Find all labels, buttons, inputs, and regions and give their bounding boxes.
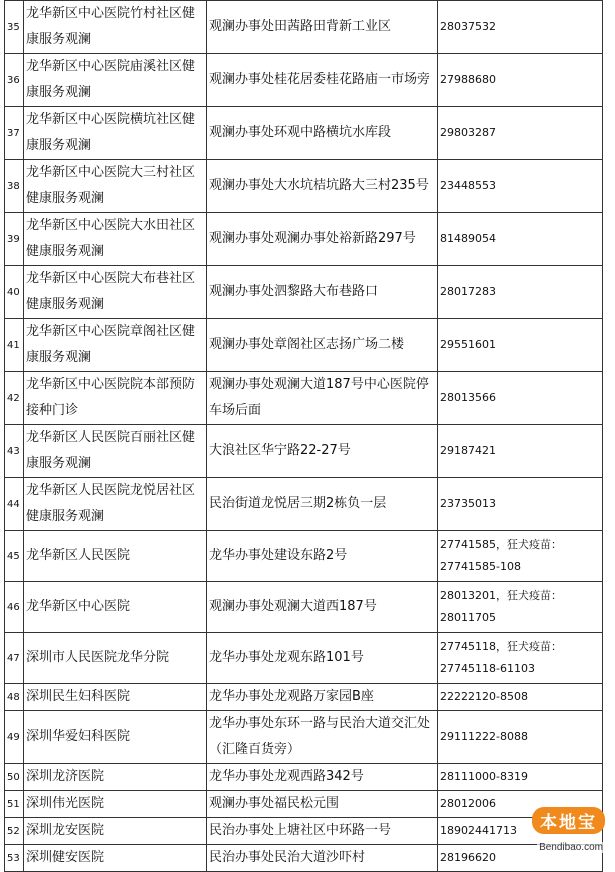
bendibao-watermark [491,805,611,853]
hospital-phone: 28013201，狂犬疫苗：28011705 [438,582,603,633]
hospital-address: 观澜办事处环观中路横坑水库段 [207,107,438,160]
table-row [5,425,603,478]
table-row [5,213,603,266]
hospital-name: 龙华新区中心医院大三村社区健康服务观澜 [24,160,207,213]
row-number: 42 [5,372,24,425]
hospital-address: 龙华办事处龙观西路342号 [207,764,438,791]
hospital-phone: 29111222-8088 [438,711,603,764]
hospital-address: 观澜办事处观澜大道187号中心医院停车场后面 [207,372,438,425]
hospital-name: 深圳伟光医院 [24,791,207,818]
hospital-address: 观澜办事处观澜大道西187号 [207,582,438,633]
table-row [5,372,603,425]
hospital-address: 龙华办事处建设东路2号 [207,531,438,582]
row-number: 37 [5,107,24,160]
hospital-name: 深圳龙济医院 [24,764,207,791]
hospital-address: 观澜办事处田茜路田背新工业区 [207,1,438,54]
hospital-name: 龙华新区中心医院庙溪社区健康服务观澜 [24,54,207,107]
row-number: 43 [5,425,24,478]
hospital-name: 龙华新区中心医院大水田社区健康服务观澜 [24,213,207,266]
row-number: 51 [5,791,24,818]
table-row [5,160,603,213]
row-number: 35 [5,1,24,54]
row-number: 38 [5,160,24,213]
hospital-phone: 28037532 [438,1,603,54]
hospital-phone: 23448553 [438,160,603,213]
table-row [5,764,603,791]
hospital-phone: 22222120-8508 [438,684,603,711]
hospital-name: 龙华新区中心医院横坑社区健康服务观澜 [24,107,207,160]
row-number: 36 [5,54,24,107]
hospital-phone: 29187421 [438,425,603,478]
hospital-name: 龙华新区中心医院大布巷社区健康服务观澜 [24,266,207,319]
table-row [5,582,603,633]
watermark-url: Bendibao.com [539,842,603,853]
hospital-address: 观澜办事处章阁社区志扬广场二楼 [207,319,438,372]
hospital-address: 观澜办事处桂花居委桂花路庙一市场旁 [207,54,438,107]
table-row [5,54,603,107]
hospital-name: 龙华新区人民医院龙悦居社区健康服务观澜 [24,478,207,531]
row-number: 50 [5,764,24,791]
row-number: 46 [5,582,24,633]
hospital-name: 深圳龙安医院 [24,818,207,845]
hospital-name: 龙华新区人民医院百丽社区健康服务观澜 [24,425,207,478]
hospital-name: 深圳市人民医院龙华分院 [24,633,207,684]
hospital-phone: 28017283 [438,266,603,319]
hospital-phone: 23735013 [438,478,603,531]
hospital-name: 龙华新区中心医院章阁社区健康服务观澜 [24,319,207,372]
row-number: 44 [5,478,24,531]
hospital-phone: 28013566 [438,372,603,425]
row-number: 39 [5,213,24,266]
row-number: 41 [5,319,24,372]
hospital-table [4,0,603,872]
row-number: 45 [5,531,24,582]
hospital-phone: 27741585，狂犬疫苗：27741585-108 [438,531,603,582]
row-number: 47 [5,633,24,684]
row-number: 49 [5,711,24,764]
table-row [5,266,603,319]
hospital-table-body [5,1,603,872]
hospital-address: 龙华办事处龙观东路101号 [207,633,438,684]
table-row [5,633,603,684]
hospital-name: 深圳华爱妇科医院 [24,711,207,764]
hospital-address: 民治办事处民治大道沙吓村 [207,845,438,872]
row-number: 40 [5,266,24,319]
hospital-phone: 27988680 [438,54,603,107]
hospital-address: 观澜办事处泗黎路大布巷路口 [207,266,438,319]
hospital-phone: 28111000-8319 [438,764,603,791]
hospital-name: 龙华新区人民医院 [24,531,207,582]
hospital-name: 龙华新区中心医院竹村社区健康服务观澜 [24,1,207,54]
hospital-phone: 29803287 [438,107,603,160]
hospital-address: 龙华办事处龙观路万家园B座 [207,684,438,711]
hospital-address: 民治办事处上塘社区中环路一号 [207,818,438,845]
hospital-name: 深圳健安医院 [24,845,207,872]
hospital-name: 龙华新区中心医院 [24,582,207,633]
row-number: 48 [5,684,24,711]
table-row [5,478,603,531]
hospital-phone: 28012006 [438,791,603,818]
table-row [5,107,603,160]
watermark-logo: 本地宝 [532,807,605,834]
row-number: 52 [5,818,24,845]
hospital-phone: 27745118，狂犬疫苗：27745118-61103 [438,633,603,684]
hospital-address: 民治街道龙悦居三期2栋负一层 [207,478,438,531]
row-number: 53 [5,845,24,872]
hospital-address: 龙华办事处东环一路与民治大道交汇处（汇隆百货旁） [207,711,438,764]
table-row [5,684,603,711]
table-row [5,531,603,582]
table-row [5,711,603,764]
hospital-name: 龙华新区中心医院院本部预防接种门诊 [24,372,207,425]
hospital-address: 观澜办事处大水坑桔坑路大三村235号 [207,160,438,213]
hospital-address: 观澜办事处福民松元围 [207,791,438,818]
hospital-phone: 81489054 [438,213,603,266]
hospital-phone: 18902441713 [438,818,603,845]
table-row [5,1,603,54]
hospital-address: 大浪社区华宁路22-27号 [207,425,438,478]
table-row [5,319,603,372]
hospital-name: 深圳民生妇科医院 [24,684,207,711]
hospital-phone: 28196620 [438,845,603,872]
hospital-address: 观澜办事处观澜办事处裕新路297号 [207,213,438,266]
hospital-phone: 29551601 [438,319,603,372]
